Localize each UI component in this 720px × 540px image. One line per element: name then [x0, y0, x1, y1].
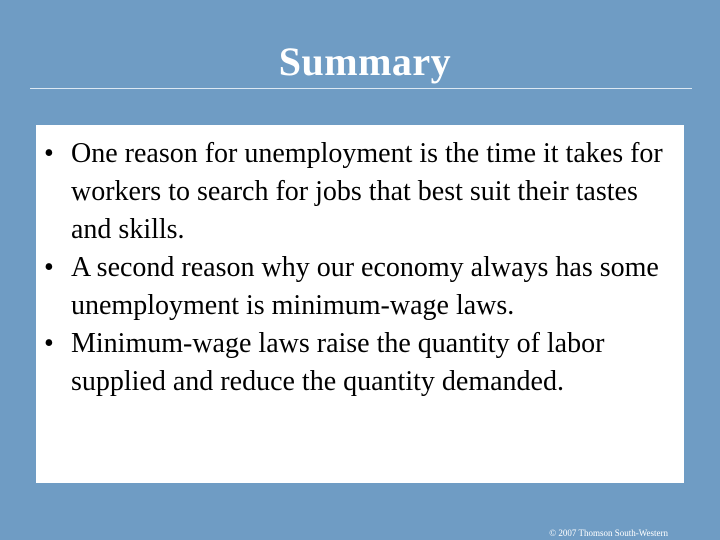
bullet-icon: • [44, 252, 54, 283]
content-box [36, 125, 684, 483]
bullet-text: A second reason why our economy always has some unemployment is minimum-wage laws. [71, 252, 659, 321]
bullet-list [36, 135, 684, 401]
copyright-notice: © 2007 Thomson South-Western [549, 528, 668, 538]
bullet-item [36, 249, 684, 325]
bullet-icon: • [44, 138, 54, 169]
bullet-text: One reason for unemployment is the time it takes for workers to search for jobs that best suit their tastes and skills. [71, 138, 663, 245]
bullet-item [36, 325, 684, 401]
bullet-item [36, 135, 684, 249]
slide-title: Summary [278, 39, 452, 84]
bullet-icon: • [44, 328, 54, 359]
bullet-text: Minimum-wage laws raise the quantity of labor supplied and reduce the quantity demanded. [71, 328, 605, 397]
title-divider [30, 88, 692, 89]
